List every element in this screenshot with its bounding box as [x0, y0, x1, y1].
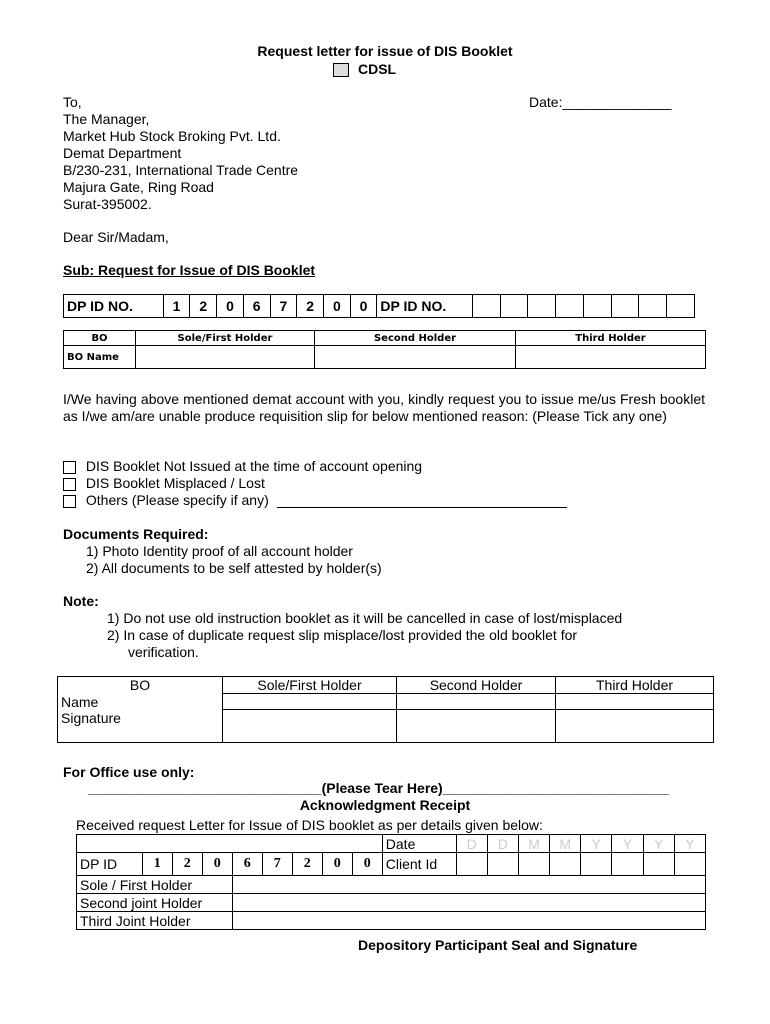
document-item: 2) All documents to be self attested by holder(s) [86, 560, 382, 576]
dp-digit: 7 [270, 295, 297, 318]
bo-name-table [63, 330, 706, 369]
reason-label: Others (Please specify if any) [85, 492, 269, 508]
date-hint[interactable]: M [550, 835, 581, 853]
ack-blank [77, 835, 383, 853]
third-holder-name-cell[interactable] [516, 346, 706, 369]
request-paragraph: I/We having above mentioned demat account with you, kindly request you to issue me/us Fresh booklet as I/we am/are unable produce requisition slip for below mentioned reason: (Please Tick any one) [63, 391, 705, 424]
signature-row-label: Signature [58, 710, 223, 743]
client-id-cell[interactable] [456, 853, 487, 876]
bo-header: BO [64, 331, 136, 346]
sig-third-holder-header: Third Holder [556, 677, 714, 694]
ack-dp-digit: 7 [262, 853, 292, 876]
client-digit-cell[interactable] [667, 295, 695, 318]
ack-dp-digit: 6 [232, 853, 262, 876]
note-heading: Note: [63, 593, 99, 609]
first-holder-name-cell[interactable] [136, 346, 315, 369]
salutation: Dear Sir/Madam, [63, 229, 169, 245]
client-id-cell[interactable] [612, 853, 643, 876]
ack-dp-digit: 0 [352, 853, 382, 876]
client-digit-cell[interactable] [611, 295, 639, 318]
client-digit-cell[interactable] [583, 295, 611, 318]
address-block [63, 111, 298, 213]
client-id-cell[interactable] [550, 853, 581, 876]
sig-bo-header: BO [58, 677, 223, 694]
address-line: B/230-231, International Trade Centre [63, 162, 299, 178]
bo-name-label: BO Name [64, 346, 136, 369]
ack-holder-field[interactable] [232, 912, 705, 930]
note-item: 1) Do not use old instruction booklet as it will be cancelled in case of lost/misplaced [107, 610, 623, 626]
dp-seal-signature: Depository Participant Seal and Signature [358, 937, 638, 953]
third-holder-signature-field[interactable] [556, 710, 714, 743]
date-hint[interactable]: Y [581, 835, 612, 853]
sig-first-holder-header: Sole/First Holder [223, 677, 397, 694]
third-holder-name-field[interactable] [556, 694, 714, 710]
note-item: 2) In case of duplicate request slip misplace/lost provided the old booklet for [107, 627, 578, 643]
documents-heading: Documents Required: [63, 526, 209, 542]
ack-dp-id-label: DP ID [77, 853, 143, 876]
ack-holder-label: Third Joint Holder [77, 912, 233, 930]
address-line: Market Hub Stock Broking Pvt. Ltd. [63, 128, 281, 144]
cdsl-label: CDSL [358, 61, 397, 77]
reason-option[interactable] [63, 475, 265, 491]
ack-dp-digit: 0 [322, 853, 352, 876]
date-hint[interactable]: M [518, 835, 549, 853]
second-holder-signature-field[interactable] [397, 710, 556, 743]
first-holder-signature-field[interactable] [223, 710, 397, 743]
sig-second-holder-header: Second Holder [397, 677, 556, 694]
client-id-cell[interactable] [674, 853, 705, 876]
ack-dp-digit: 0 [202, 853, 232, 876]
ack-title: Acknowledgment Receipt [299, 797, 471, 813]
client-digit-cell[interactable] [472, 295, 500, 318]
office-use-heading: For Office use only: [63, 764, 195, 780]
note-item-continued: verification. [128, 644, 199, 660]
client-digit-cell[interactable] [556, 295, 584, 318]
date-hint[interactable]: Y [612, 835, 643, 853]
tear-line: ______________________________(Please Tear Here)_____________________________ [88, 780, 669, 796]
client-digit-cell[interactable] [639, 295, 667, 318]
dp-digit: 2 [297, 295, 324, 318]
second-holder-header: Second Holder [315, 331, 516, 346]
address-line: Demat Department [63, 145, 182, 161]
dp-digit: 1 [163, 295, 190, 318]
client-id-cell[interactable] [581, 853, 612, 876]
name-row-label: Name [58, 694, 223, 710]
reason-checkbox[interactable] [63, 495, 76, 508]
dp-id-label: DP ID NO. [64, 295, 164, 318]
second-holder-name-cell[interactable] [315, 346, 516, 369]
document-item: 1) Photo Identity proof of all account holder [86, 543, 353, 559]
reason-option[interactable] [63, 492, 567, 508]
ack-dp-digit: 2 [172, 853, 202, 876]
dp-digit: 6 [243, 295, 270, 318]
subject-line: Sub: Request for Issue of DIS Booklet [63, 262, 316, 278]
signature-table [57, 676, 714, 743]
to-label: To, [63, 94, 82, 110]
address-line: The Manager, [63, 111, 150, 127]
third-holder-header: Third Holder [516, 331, 706, 346]
reason-label: DIS Booklet Not Issued at the time of account opening [85, 458, 423, 474]
client-id-cell[interactable] [487, 853, 518, 876]
others-specify-field[interactable] [277, 507, 567, 508]
date-hint[interactable]: Y [643, 835, 674, 853]
first-holder-name-field[interactable] [223, 694, 397, 710]
dp-digit: 2 [190, 295, 217, 318]
address-line: Surat-395002. [63, 196, 152, 212]
client-digit-cell[interactable] [500, 295, 528, 318]
dp-digit: 0 [323, 295, 350, 318]
dp-id-table [63, 294, 695, 318]
date-hint[interactable]: D [456, 835, 487, 853]
client-digit-cell[interactable] [528, 295, 556, 318]
dp-digit: 0 [217, 295, 244, 318]
dp-digit: 0 [350, 295, 377, 318]
ack-date-label: Date [382, 835, 456, 853]
ack-received-text: Received request Letter for Issue of DIS booklet as per details given below: [76, 817, 543, 833]
cdsl-checkbox[interactable] [333, 63, 349, 77]
ack-holder-label: Sole / First Holder [77, 876, 233, 894]
ack-holder-label: Second joint Holder [77, 894, 233, 912]
ack-table [76, 834, 706, 930]
client-id-cell[interactable] [643, 853, 674, 876]
reason-label: DIS Booklet Misplaced / Lost [85, 475, 265, 491]
reason-checkbox[interactable] [63, 461, 76, 474]
ack-dp-digit: 1 [142, 853, 172, 876]
form-title: Request letter for issue of DIS Booklet [257, 43, 513, 59]
date-field[interactable]: Date:______________ [529, 94, 672, 110]
ack-holder-field[interactable] [232, 876, 705, 894]
ack-holder-field[interactable] [232, 894, 705, 912]
first-holder-header: Sole/First Holder [136, 331, 315, 346]
second-holder-name-field[interactable] [397, 694, 556, 710]
ack-dp-digit: 2 [292, 853, 322, 876]
reason-option[interactable] [63, 458, 422, 474]
date-hint[interactable]: Y [674, 835, 705, 853]
reason-checkbox[interactable] [63, 478, 76, 491]
client-id-label: DP ID NO. [377, 295, 473, 318]
address-line: Majura Gate, Ring Road [63, 179, 214, 195]
client-id-cell[interactable] [518, 853, 549, 876]
ack-client-id-label: Client Id [382, 853, 456, 876]
date-hint[interactable]: D [487, 835, 518, 853]
